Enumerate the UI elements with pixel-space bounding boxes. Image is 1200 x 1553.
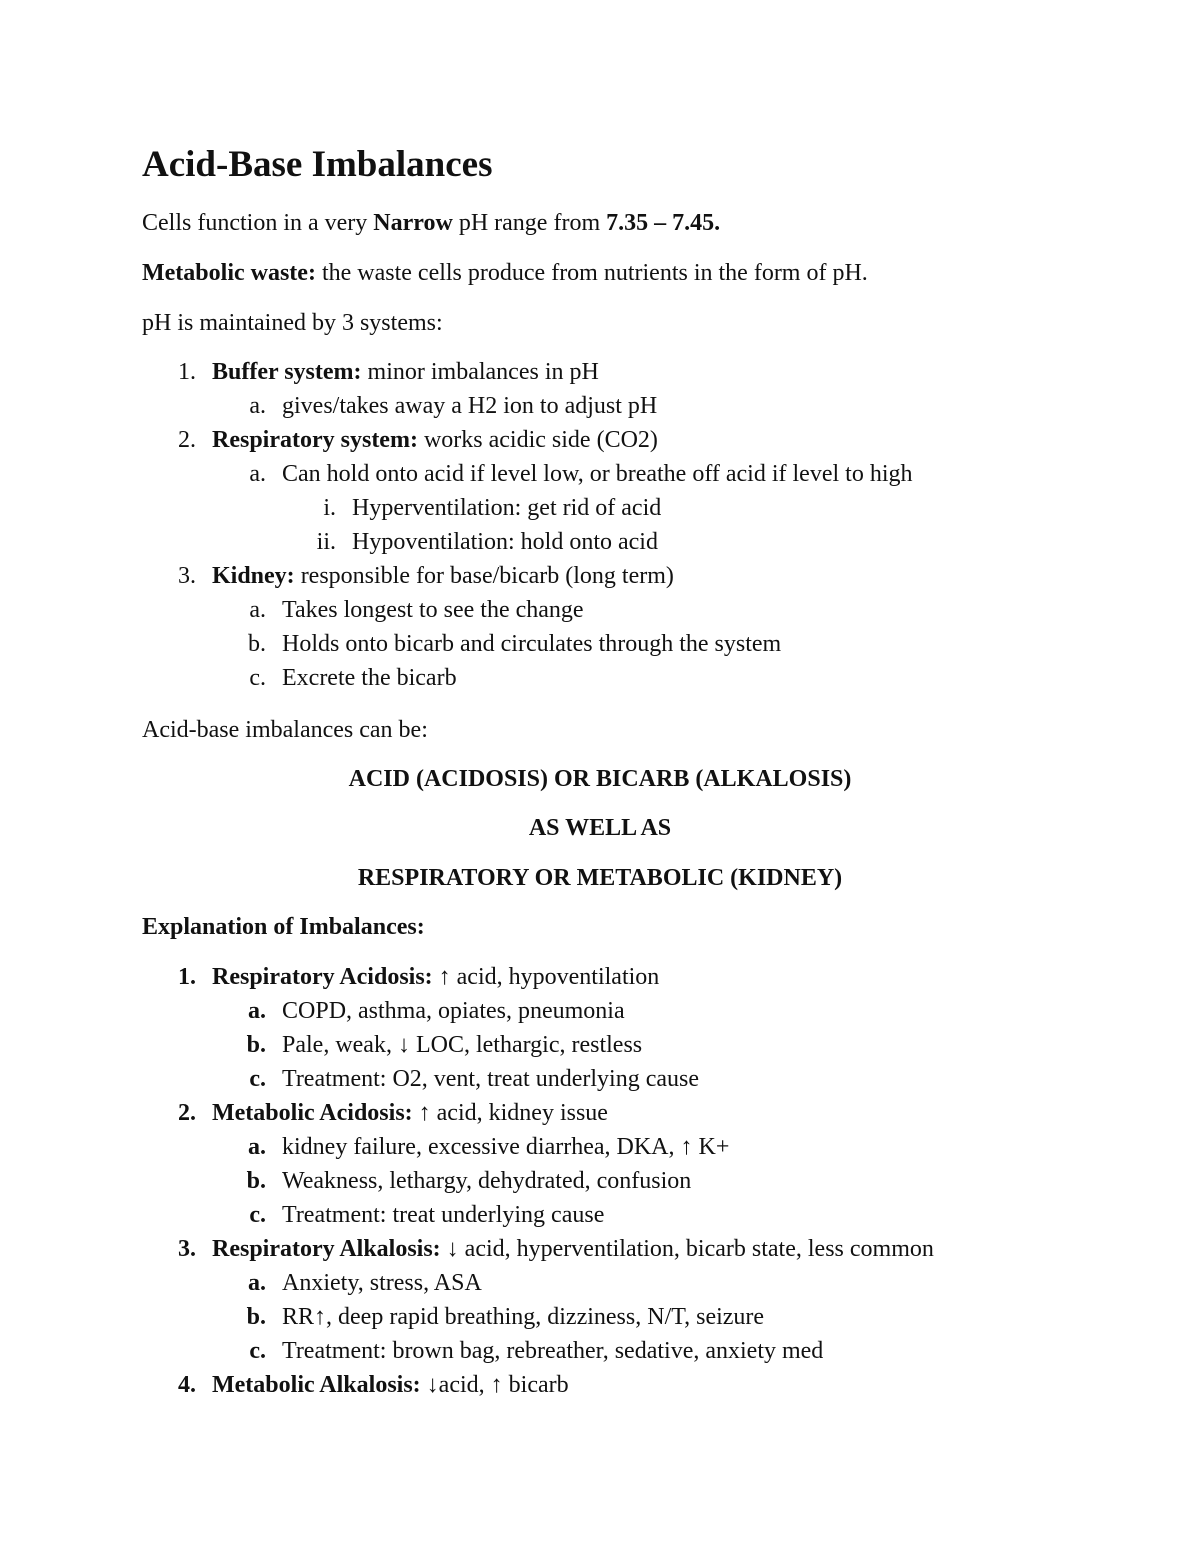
list-roman: ii. [316,529,336,555]
list-letter: a. [249,461,266,487]
intro-metabolic-waste [142,256,868,290]
list-item-text: ↓acid, ↑ bicarb [420,1372,569,1398]
list-number: 2. [178,427,196,453]
list-subitem: RR↑, deep rapid breathing, dizziness, N/T, seizure [282,1304,765,1330]
list-item-label: Respiratory Alkalosis: [212,1236,441,1262]
imbalance-intro: Acid-base imbalances can be: [142,717,428,743]
list-item-respiratory-acidosis [212,960,659,994]
list-letter: a. [249,597,266,623]
list-number: 2. [178,1100,196,1126]
list-item-text: responsible for base/bicarb (long term) [294,563,674,589]
list-subitem: Takes longest to see the change [282,597,584,623]
list-subitem: COPD, asthma, opiates, pneumonia [282,998,625,1024]
list-subitem: Holds onto bicarb and circulates through the system [282,631,782,657]
intro-systems-lead: pH is maintained by 3 systems: [142,310,443,336]
list-number: 1. [178,359,196,385]
explanation-heading: Explanation of Imbalances: [142,914,425,940]
list-roman: i. [323,495,336,521]
list-item-text: ↑ acid, kidney issue [412,1100,608,1126]
list-letter: c. [249,1202,266,1228]
list-subsubitem: Hyperventilation: get rid of acid [352,495,662,521]
centered-heading-resp-metabolic: RESPIRATORY OR METABOLIC (KIDNEY) [357,865,843,891]
intro-bold-narrow: Narrow [373,210,453,236]
list-item-respiratory-system [212,423,658,457]
list-item-label: Metabolic Acidosis: [212,1100,413,1126]
list-subitem: Treatment: brown bag, rebreather, sedative, anxiety med [282,1338,824,1364]
metabolic-waste-label: Metabolic waste: [142,260,316,286]
intro-ph-range [142,206,720,240]
list-letter: a. [248,998,266,1024]
list-subitem: gives/takes away a H2 ion to adjust pH [282,393,658,419]
list-item-label: Kidney: [212,563,295,589]
list-subitem: Excrete the bicarb [282,665,457,691]
list-item-label: Buffer system: [212,359,362,385]
list-letter: b. [246,1304,266,1330]
list-item-metabolic-acidosis [212,1096,608,1130]
list-item-kidney [212,559,674,593]
list-subitem: Weakness, lethargy, dehydrated, confusion [282,1168,692,1194]
list-subitem: Treatment: O2, vent, treat underlying cause [282,1066,699,1092]
list-subitem: Pale, weak, ↓ LOC, lethargic, restless [282,1032,643,1058]
list-subitem: kidney failure, excessive diarrhea, DKA, ↑ K+ [282,1134,730,1160]
centered-heading-acid-bicarb: ACID (ACIDOSIS) OR BICARB (ALKALOSIS) [348,766,852,792]
intro-text: Cells function in a very [142,210,374,236]
list-subsubitem: Hypoventilation: hold onto acid [352,529,658,555]
list-number: 4. [178,1372,196,1398]
list-letter: c. [249,1338,266,1364]
list-letter: b. [248,631,266,657]
list-subitem: Anxiety, stress, ASA [282,1270,482,1296]
page-title: Acid-Base Imbalances [142,144,493,185]
intro-ph-values: 7.35 – 7.45. [606,210,721,236]
list-letter: c. [249,1066,266,1092]
list-letter: a. [248,1134,266,1160]
list-letter: c. [249,665,266,691]
list-letter: b. [246,1032,266,1058]
list-item-label: Metabolic Alkalosis: [212,1372,421,1398]
metabolic-waste-text: the waste cells produce from nutrients in the form of pH. [315,260,868,286]
list-item-label: Respiratory Acidosis: [212,964,433,990]
list-subitem: Treatment: treat underlying cause [282,1202,605,1228]
centered-heading-as-well-as: AS WELL AS [528,815,672,841]
list-letter: a. [248,1270,266,1296]
list-letter: a. [249,393,266,419]
list-item-buffer-system [212,355,599,389]
list-item-text: minor imbalances in pH [361,359,599,385]
list-item-label: Respiratory system: [212,427,418,453]
list-item-metabolic-alkalosis [212,1368,569,1402]
list-number: 1. [178,964,196,990]
list-number: 3. [178,1236,196,1262]
intro-text: pH range from [452,210,607,236]
list-item-respiratory-alkalosis [212,1232,934,1266]
list-item-text: ↑ acid, hypoventilation [432,964,660,990]
list-item-text: works acidic side (CO2) [417,427,658,453]
list-number: 3. [178,563,196,589]
list-item-text: ↓ acid, hyperventilation, bicarb state, less common [440,1236,934,1262]
list-letter: b. [246,1168,266,1194]
list-subitem: Can hold onto acid if level low, or breathe off acid if level to high [282,461,913,487]
